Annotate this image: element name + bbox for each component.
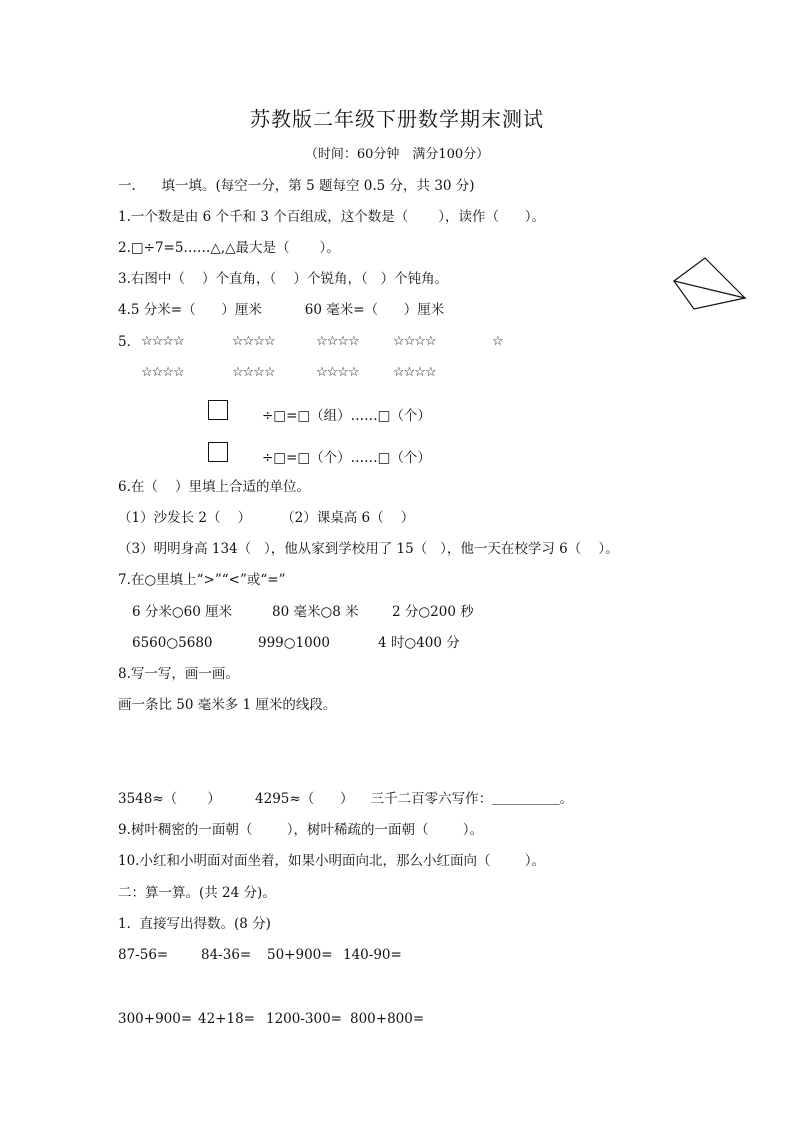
section2-heading: 二：算一算。(共 24 分)。 bbox=[118, 885, 276, 901]
question-2: 2.□÷7=5……△,△最大是（ ）。 bbox=[118, 240, 340, 256]
arithmetic-item: 84-36= bbox=[201, 947, 252, 963]
star-group: ☆☆☆☆ bbox=[316, 334, 359, 349]
star-group: ☆☆☆☆ bbox=[232, 365, 275, 380]
comparison-item: 999○1000 bbox=[258, 635, 330, 651]
arithmetic-item: 140-90= bbox=[343, 947, 402, 963]
division-equation-2: ÷□=□（个）……□（个） bbox=[262, 450, 431, 466]
star-group: ☆☆☆☆ bbox=[232, 334, 275, 349]
question-6-items: （1）沙发长 2（ ） （2）课桌高 6（ ） bbox=[118, 510, 415, 526]
arithmetic-item: 300+900= bbox=[118, 1011, 193, 1027]
comparison-item: 6560○5680 bbox=[132, 635, 213, 651]
question-1: 1.一个数是由 6 个千和 3 个百组成，这个数是（ ），读作（ ）。 bbox=[118, 209, 546, 225]
arithmetic-item: 42+18= bbox=[198, 1011, 255, 1027]
question-8-draw: 画一条比 50 毫米多 1 厘米的线段。 bbox=[118, 697, 337, 713]
star-group: ☆☆☆☆ bbox=[141, 365, 184, 380]
comparison-item: 80 毫米○8 米 bbox=[272, 604, 359, 620]
star-group: ☆☆☆☆ bbox=[393, 365, 436, 380]
division-equation-1: ÷□=□（组）……□（个） bbox=[262, 408, 431, 424]
arithmetic-item: 87-56= bbox=[118, 947, 169, 963]
question-5-label: 5． bbox=[118, 334, 141, 350]
section2-sub1: 1. 直接写出得数。(8 分) bbox=[118, 916, 271, 932]
star-group: ☆ bbox=[492, 334, 503, 349]
question-9: 9.树叶稠密的一面朝（ ），树叶稀疏的一面朝（ ）。 bbox=[118, 822, 484, 838]
star-group: ☆☆☆☆ bbox=[316, 365, 359, 380]
question-6: 6.在（ ）里填上合适的单位。 bbox=[118, 479, 311, 495]
arithmetic-item: 800+800= bbox=[350, 1011, 425, 1027]
question-8-approx: 3548≈（ ） 4295≈（ ） 三千二百零六写作：＿＿＿＿＿。 bbox=[118, 791, 574, 807]
page-title: 苏教版二年级下册数学期末测试 bbox=[250, 107, 544, 131]
comparison-item: 4 时○400 分 bbox=[378, 635, 460, 651]
comparison-item: 2 分○200 秒 bbox=[392, 604, 474, 620]
answer-box[interactable] bbox=[208, 442, 228, 462]
page-subtitle: （时间：60分钟 满分100分） bbox=[304, 147, 490, 162]
question-3: 3.右图中（ ）个直角，（ ）个锐角，（ ）个钝角。 bbox=[118, 271, 449, 287]
question-7: 7.在○里填上“>”“<”或“=” bbox=[118, 572, 286, 588]
comparison-item: 6 分米○60 厘米 bbox=[132, 604, 233, 620]
answer-box[interactable] bbox=[208, 400, 228, 420]
triangle-figure bbox=[668, 255, 750, 313]
question-10: 10.小红和小明面对面坐着，如果小明面向北，那么小红面向（ ）。 bbox=[118, 853, 546, 869]
section1-heading: 一. 填一填。(每空一分，第 5 题每空 0.5 分，共 30 分) bbox=[118, 178, 475, 194]
star-group: ☆☆☆☆ bbox=[141, 334, 184, 349]
question-4: 4.5 分米=（ ）厘米 60 毫米=（ ）厘米 bbox=[118, 302, 445, 318]
arithmetic-item: 50+900= bbox=[267, 947, 333, 963]
star-group: ☆☆☆☆ bbox=[393, 334, 436, 349]
arithmetic-item: 1200-300= bbox=[266, 1011, 342, 1027]
question-8: 8.写一写，画一画。 bbox=[118, 666, 239, 682]
question-6-item-3: （3）明明身高 134（ ），他从家到学校用了 15（ ），他一天在校学习 6（ ）。 bbox=[118, 541, 619, 557]
